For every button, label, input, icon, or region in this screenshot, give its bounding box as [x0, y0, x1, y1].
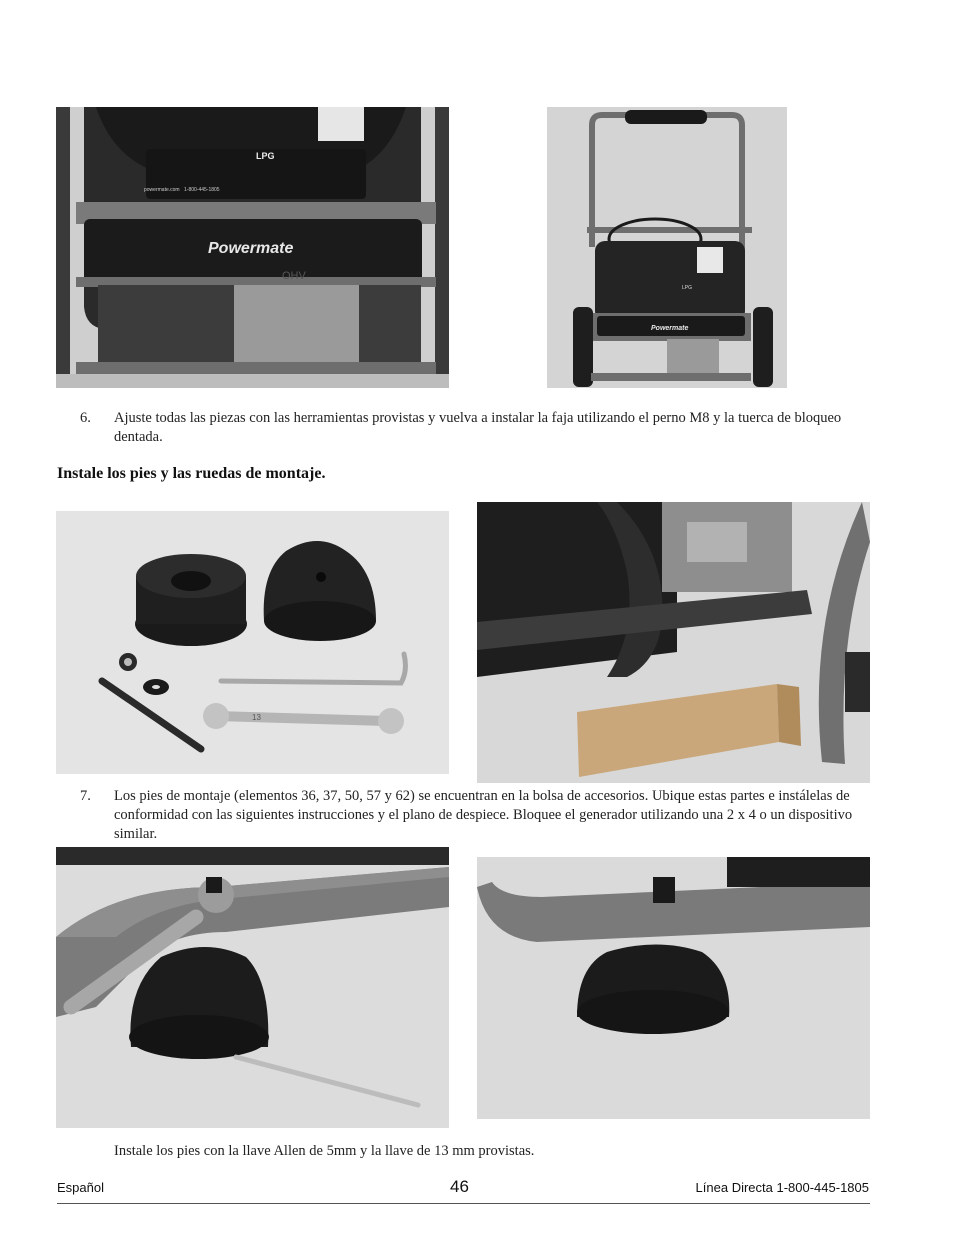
- mounting-parts-photo: [56, 511, 449, 774]
- section-heading: Instale los pies y las ruedas de montaje.: [57, 465, 326, 482]
- foot-install-wrench-illustration: [56, 847, 449, 1128]
- mounting-parts-illustration: [56, 511, 449, 774]
- footer-hotline: Línea Directa 1-800-445-1805: [695, 1180, 869, 1195]
- step-6-number: 6.: [80, 410, 91, 426]
- generator-front-illustration: [56, 107, 449, 388]
- generator-full-photo: [547, 107, 787, 388]
- website-label: powermate.com: [144, 187, 180, 193]
- footer-language: Español: [57, 1180, 104, 1195]
- model-label: LPG: [256, 151, 275, 161]
- footer-page-number: 46: [450, 1177, 469, 1196]
- foot-installed-photo: [477, 857, 870, 1119]
- brand-logo-text-small: Powermate: [651, 325, 689, 332]
- step-7-text: Los pies de montaje (elementos 36, 37, 50, 57 y 62) se encuentran en la bolsa de accesorios. Ubique estas partes e instálelas de conformidad con las siguientes instrucciones y el plano de despiece. Bloquee el generador utilizando una 2 x 4 o un dispositivo similar.: [114, 788, 853, 842]
- generator-blocked-illustration: [477, 502, 870, 783]
- step-6: [80, 409, 870, 449]
- generator-blocked-photo: [477, 502, 870, 783]
- phone-label: 1-800-445-1805: [184, 187, 220, 193]
- step-7: [80, 787, 870, 845]
- generator-front-photo: [56, 107, 449, 388]
- foot-install-wrench-photo: [56, 847, 449, 1128]
- model-label-small: LPG: [682, 285, 693, 291]
- generator-full-illustration: [547, 107, 787, 388]
- brand-logo-text: Powermate: [208, 240, 294, 257]
- step-7-number: 7.: [80, 788, 91, 804]
- wrench-size-label: 13: [252, 713, 261, 722]
- step-6-text: Ajuste todas las piezas con las herramientas provistas y vuelva a instalar la faja utilizando el perno M8 y la tuerca de bloqueo dentada.: [114, 410, 842, 445]
- foot-installed-illustration: [477, 857, 870, 1119]
- install-note: Instale los pies con la llave Allen de 5mm y la llave de 13 mm provistas.: [114, 1143, 535, 1159]
- footer-divider: [57, 1203, 870, 1204]
- engine-brand-label: OHV: [282, 270, 306, 282]
